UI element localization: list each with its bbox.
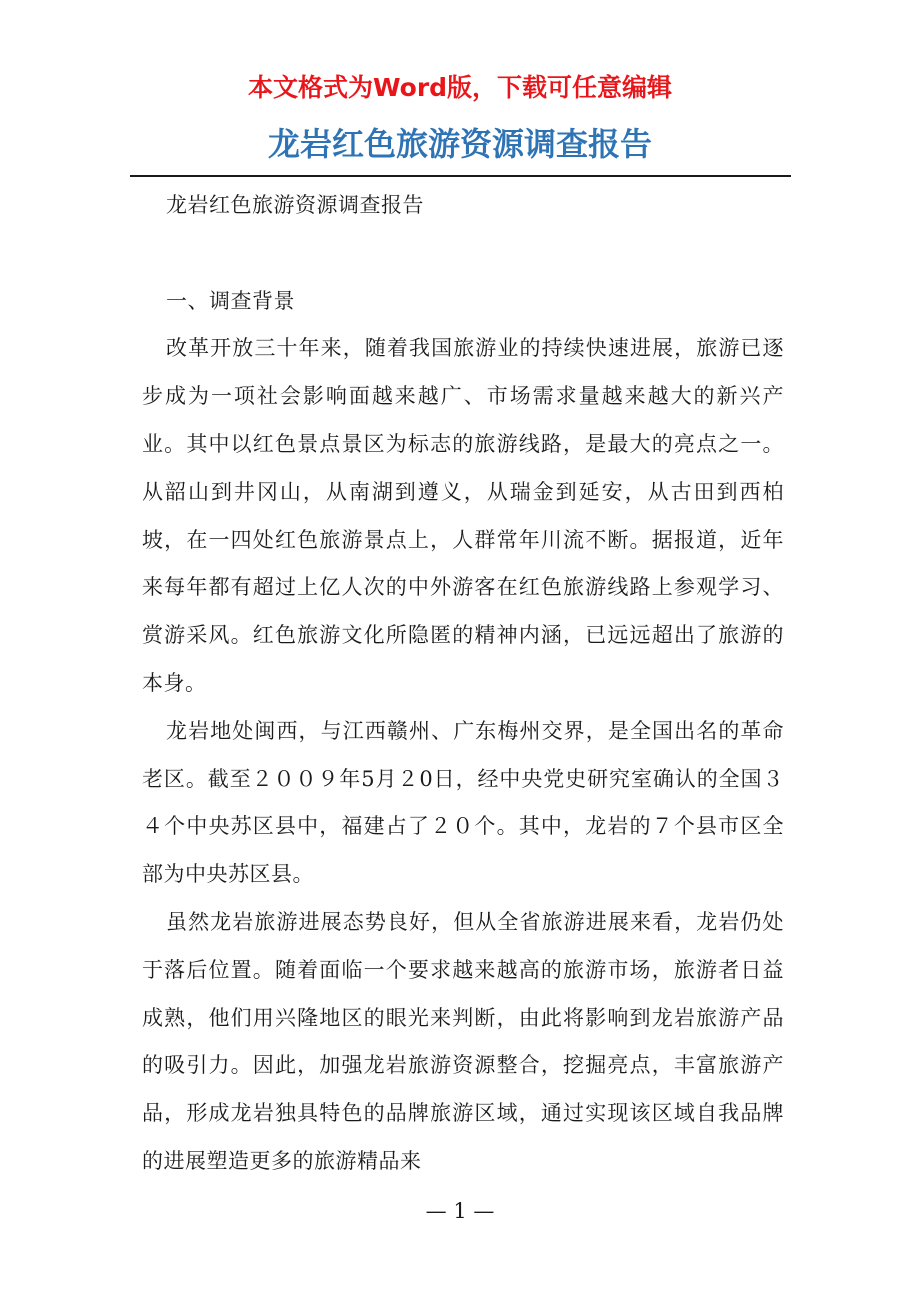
body-paragraph: 改革开放三十年来，随着我国旅游业的持续快速进展，旅游已逐步成为一项社会影响面越来越广、市场需求量越来越大的新兴产业。其中以红色景点景区为标志的旅游线路，是最大的亮点之一。从韶山到井冈山，从南湖到遵义，从瑞金到延安，从古田到西柏坡，在一四处红色旅游景点上，人群常年川流不断。据报道，近年来每年都有超过上亿人次的中外游客在红色旅游线路上参观学习、赏游采风。红色旅游文化所隐匿的精神内涵，已远远超出了旅游的本身。 — [142, 336, 784, 695]
body-paragraph: 虽然龙岩旅游进展态势良好，但从全省旅游进展来看，龙岩仍处于落后位置。随着面临一个要求越来越高的旅游市场，旅游者日益成熟，他们用兴隆地区的眼光来判断，由此将影响到龙岩旅游产品的吸引力。因此，加强龙岩旅游资源整合，挖掘亮点，丰富旅游产品，形成龙岩独具特色的品牌旅游区域，通过实现该区域自我品牌的进展塑造更多的旅游精品来 — [142, 909, 784, 1173]
download-banner: 本文格式为Word版，下载可任意编辑 — [247, 73, 673, 102]
document-body — [142, 182, 784, 1186]
body-paragraph: 龙岩地处闽西，与江西赣州、广东梅州交界，是全国出名的革命老区。截至２００９年5月２0日，经中央党史研究室确认的全国３４个中央苏区县中，福建占了２０个。其中，龙岩的７个县市区全部为中央苏区县。 — [142, 718, 784, 887]
document-title: 龙岩红色旅游资源调查报告 — [267, 125, 652, 163]
page-number: — 1 — — [425, 1199, 495, 1223]
document-subtitle: 龙岩红色旅游资源调查报告 — [166, 193, 424, 217]
header-divider — [130, 175, 791, 177]
section-heading: 一、调查背景 — [166, 288, 295, 313]
